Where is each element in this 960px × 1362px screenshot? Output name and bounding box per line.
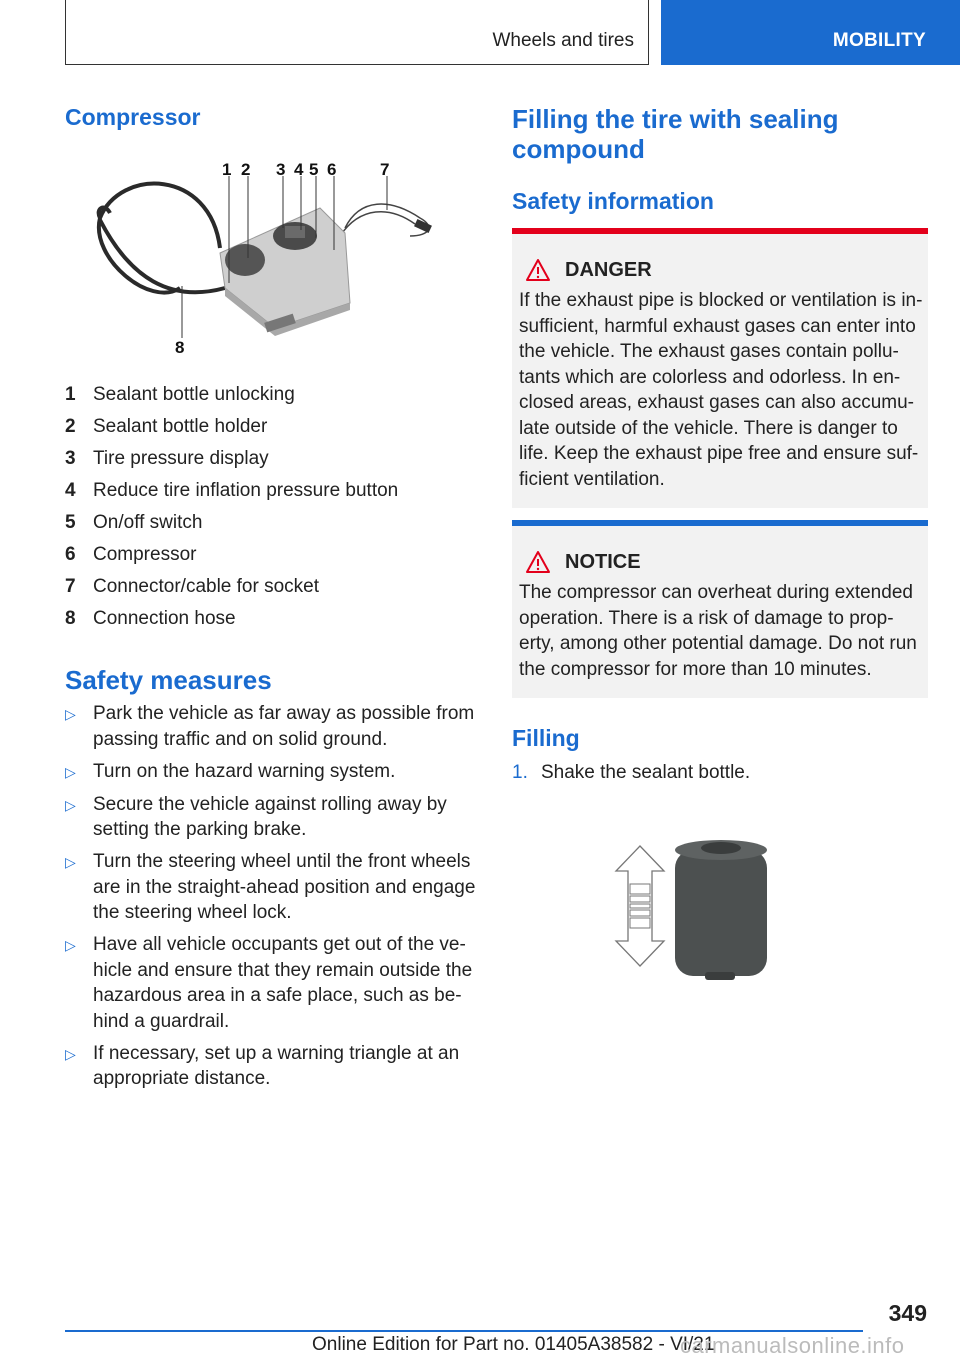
- list-item-text: Have all vehicle occupants get out of the ve- hicle and ensure that they remain outside the hazardous area in a safe place, such as be- hind a guardrail.: [93, 934, 473, 1032]
- notice-text: The compressor can overheat during extended operation. There is a risk of damage to prop- erty, among other potential damage. Do not run the compressor for more than 10 minutes.: [519, 582, 917, 680]
- notice-box: [512, 520, 928, 698]
- triangle-bullet-icon: ▷: [65, 1045, 76, 1062]
- step-number: 1.: [512, 762, 528, 783]
- list-item: [65, 849, 485, 926]
- list-item-text: Turn the steering wheel until the front wheels are in the straight-ahead position and engage the steering wheel lock.: [93, 851, 476, 923]
- legend-item: [65, 539, 485, 571]
- callout-3: 3: [276, 160, 286, 179]
- legend-number: 5: [65, 512, 76, 533]
- list-item-text: Turn on the hazard warning system.: [93, 760, 396, 782]
- legend-number: 3: [65, 448, 76, 469]
- legend-item: [65, 443, 485, 475]
- legend-item: [65, 603, 485, 635]
- list-item-text: Park the vehicle as far away as possible from passing traffic and on solid ground.: [93, 703, 475, 750]
- legend-text: Connector/cable for socket: [93, 576, 320, 597]
- safety-measures-list: [65, 701, 485, 1098]
- list-item: [65, 932, 485, 1034]
- filling-section-heading: Filling the tire with sealing compound: [512, 104, 839, 164]
- callout-2: 2: [241, 160, 251, 179]
- filling-steps: [512, 760, 928, 786]
- legend-text: On/off switch: [93, 512, 203, 533]
- triangle-bullet-icon: ▷: [65, 763, 76, 780]
- callout-6: 6: [327, 160, 337, 179]
- header-chapter-title: MOBILITY: [832, 30, 926, 51]
- compressor-heading: Compressor: [65, 104, 201, 130]
- legend-number: 4: [65, 480, 76, 501]
- danger-box: [512, 228, 928, 508]
- legend-item: [65, 507, 485, 539]
- legend-text: Connection hose: [93, 608, 236, 629]
- legend-text: Sealant bottle unlocking: [93, 384, 295, 405]
- triangle-bullet-icon: ▷: [65, 854, 76, 870]
- triangle-bullet-icon: ▷: [65, 796, 76, 813]
- legend-item: [65, 475, 485, 507]
- compressor-legend: [65, 379, 485, 635]
- callout-5: 5: [309, 160, 319, 179]
- watermark: carmanualsonline.info: [680, 1333, 905, 1358]
- header-section-title: Wheels and tires: [492, 30, 634, 51]
- triangle-bullet-icon: ▷: [65, 706, 76, 722]
- warning-triangle-icon: [525, 550, 551, 574]
- danger-title: DANGER: [565, 258, 652, 281]
- filling-heading: Filling: [512, 725, 580, 751]
- notice-title: NOTICE: [565, 550, 641, 573]
- legend-text: Tire pressure display: [93, 448, 269, 469]
- danger-bar: [512, 228, 928, 234]
- legend-number: 6: [65, 544, 76, 565]
- shake-bottle-illustration: [610, 836, 780, 986]
- list-item: [65, 1041, 485, 1092]
- list-item-text: Secure the vehicle against rolling away by setting the parking brake.: [93, 793, 447, 840]
- legend-item: [65, 411, 485, 443]
- notice-bar: [512, 520, 928, 526]
- footer-edition: Online Edition for Part no. 01405A38582 - VI/21: [312, 1334, 715, 1355]
- step-text: Shake the sealant bottle.: [541, 762, 751, 783]
- safety-measures-heading: Safety measures: [65, 665, 272, 695]
- legend-number: 7: [65, 576, 76, 597]
- legend-text: Reduce tire inflation pressure button: [93, 480, 399, 501]
- legend-item: [65, 571, 485, 603]
- list-item: [65, 759, 485, 786]
- header-chapter-tab: [661, 0, 960, 65]
- list-item: [65, 792, 485, 843]
- step-item: [512, 760, 928, 786]
- callout-4: 4: [294, 160, 304, 179]
- callout-8: 8: [175, 338, 185, 357]
- callout-1: 1: [222, 160, 232, 179]
- legend-number: 2: [65, 416, 76, 437]
- callout-7: 7: [380, 160, 390, 179]
- warning-triangle-icon: [525, 258, 551, 282]
- legend-text: Sealant bottle holder: [93, 416, 268, 437]
- footer-divider: [65, 1330, 863, 1332]
- page-number: 349: [888, 1300, 927, 1326]
- legend-text: Compressor: [93, 544, 197, 565]
- legend-item: [65, 379, 485, 411]
- compressor-illustration: [90, 158, 450, 358]
- legend-number: 1: [65, 384, 76, 405]
- legend-number: 8: [65, 608, 76, 629]
- danger-text: If the exhaust pipe is blocked or ventilation is in- sufficient, harmful exhaust gases can enter into the vehicle. The exhaust gases contain pollu- tants which are colorless and odorless. In en- closed areas, exhaust gases can also accumu- late outside of the vehicle. There is danger to life. Keep the exhaust pipe free and ensure suf- ficient ventilation.: [519, 290, 923, 490]
- list-item-text: If necessary, set up a warning triangle at an appropriate distance.: [93, 1042, 460, 1089]
- header-section-tab: [65, 0, 649, 65]
- safety-information-heading: Safety information: [512, 188, 714, 214]
- triangle-bullet-icon: ▷: [65, 937, 76, 953]
- list-item: [65, 701, 485, 752]
